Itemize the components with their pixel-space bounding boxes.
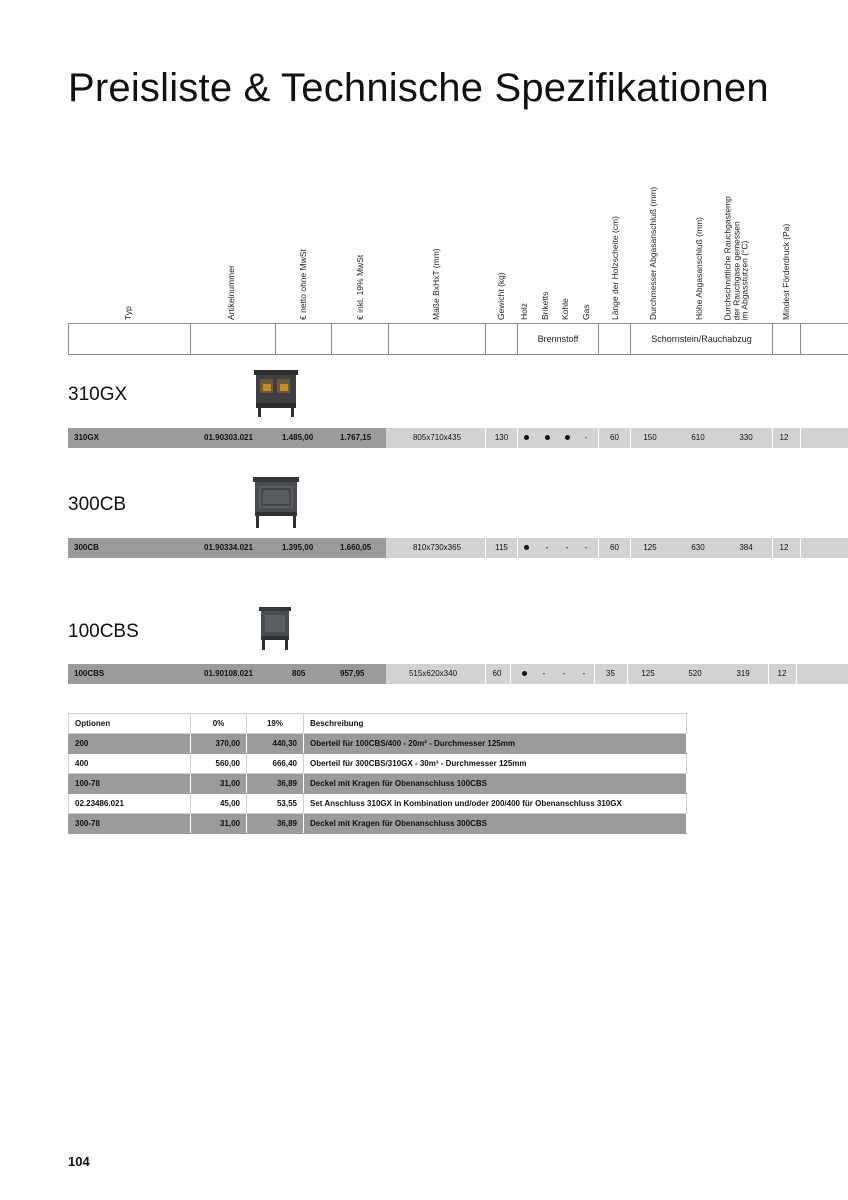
col-hoehe: Höhe Abgasanschluß (mm) <box>694 217 704 320</box>
header-box-laenge <box>598 323 631 355</box>
col-inkl: € inkl. 19% MwSt <box>355 254 365 320</box>
option-description: Deckel mit Kragen für Obenanschluss 300CBS <box>304 814 687 834</box>
option-price-net: 31,00 <box>191 814 247 834</box>
cell-gewicht: 60 <box>492 669 502 678</box>
header-box-gewicht <box>485 323 518 355</box>
option-code: 300-78 <box>69 814 191 834</box>
option-code: 400 <box>69 754 191 774</box>
option-price-net: 560,00 <box>191 754 247 774</box>
cell-inkl: 1.767,15 <box>340 433 372 442</box>
header-box-druck <box>772 323 801 355</box>
model-heading-100cbs: 100CBS <box>68 621 139 642</box>
col-kohle: Kohle <box>560 298 570 320</box>
option-price-net: 370,00 <box>191 734 247 754</box>
product-row-300cb <box>68 538 848 558</box>
cell-temp: 319 <box>736 669 750 678</box>
cell-netto: 1.485,00 <box>282 433 314 442</box>
page-title: Preisliste & Technische Spezifikationen <box>68 66 769 110</box>
cell-kohle: - <box>565 543 569 552</box>
cell-briketts: - <box>542 669 546 678</box>
header-box-schornstein <box>630 323 773 355</box>
option-code: 02.23486.021 <box>69 794 191 814</box>
option-code: 100-78 <box>69 774 191 794</box>
option-price-net: 31,00 <box>191 774 247 794</box>
cell-holz <box>518 428 534 448</box>
option-description: Oberteil für 300CBS/310GX - 30m³ - Durchmesser 125mm <box>304 754 687 774</box>
cell-artikel: 01.90334.021 <box>204 543 253 552</box>
options-row <box>69 734 687 754</box>
product-row-310gx <box>68 428 848 448</box>
cell-typ: 300CB <box>74 543 99 552</box>
options-row <box>69 814 687 834</box>
option-price-gross: 36,89 <box>247 774 304 794</box>
cell-netto: 1.395,00 <box>282 543 314 552</box>
cell-masse: 805x710x435 <box>412 433 462 442</box>
cell-kohle: - <box>562 669 566 678</box>
cell-briketts <box>539 428 555 448</box>
cell-temp: 330 <box>739 433 753 442</box>
cell-inkl: 957,95 <box>340 669 365 678</box>
cell-hoehe: 630 <box>691 543 705 552</box>
group-schornstein-label: Schornstein/Rauchabzug <box>651 334 752 344</box>
header-box-inkl <box>331 323 389 355</box>
option-description: Set Anschluss 310GX in Kombination und/oder 200/400 für Obenanschluss 310GX <box>304 794 687 814</box>
options-table <box>68 713 687 834</box>
options-header-row <box>69 714 687 734</box>
cell-holz <box>518 538 534 558</box>
fuel-dot-icon <box>545 435 550 440</box>
fuel-dot-icon <box>522 671 527 676</box>
cell-durchmesser: 150 <box>643 433 657 442</box>
col-durchmesser: Durchmesser Abgasanschluß (mm) <box>648 186 658 320</box>
option-description: Deckel mit Kragen für Obenanschluss 100CBS <box>304 774 687 794</box>
cell-gas: - <box>584 433 588 442</box>
product-row-100cbs <box>68 664 848 684</box>
cell-gewicht: 130 <box>494 433 509 442</box>
cell-gas: - <box>584 543 588 552</box>
option-price-gross: 440,30 <box>247 734 304 754</box>
col-rauchgastemp: Durchschnittliche Rauchgastemp der Rauchgase gemessen im Abgasstutzen (°C) <box>722 195 750 320</box>
cell-durchmesser: 125 <box>643 543 657 552</box>
col-artikelnummer: Artikelnummer <box>226 265 236 320</box>
cell-laenge: 60 <box>610 543 619 552</box>
option-code: 200 <box>69 734 191 754</box>
option-price-net: 45,00 <box>191 794 247 814</box>
header-box-brennstoff <box>517 323 599 355</box>
col-briketts: Briketts <box>540 291 550 320</box>
cell-artikel: 01.90303.021 <box>204 433 253 442</box>
fuel-dot-icon <box>565 435 570 440</box>
cell-druck: 12 <box>779 433 789 442</box>
options-header-optionen: Optionen <box>69 714 191 734</box>
stove-300cb-image <box>250 476 302 530</box>
header-box-artikel <box>190 323 276 355</box>
header-box-typ <box>68 323 191 355</box>
option-price-gross: 36,89 <box>247 814 304 834</box>
cell-netto: 805 <box>292 669 306 678</box>
col-foerderdruck: Mindest Förderdruck (Pa) <box>781 223 791 320</box>
group-brennstoff-label: Brennstoff <box>537 334 579 344</box>
cell-gewicht: 115 <box>495 543 508 552</box>
cell-laenge: 60 <box>610 433 619 442</box>
cell-gas: - <box>582 669 586 678</box>
cell-artikel: 01.90108.021 <box>204 669 253 678</box>
model-heading-310gx: 310GX <box>68 384 128 405</box>
cell-masse: 810x730x365 <box>412 543 462 552</box>
option-price-gross: 666,40 <box>247 754 304 774</box>
cell-holz <box>516 664 532 684</box>
col-typ: Typ <box>123 306 133 320</box>
col-holz: Holz <box>519 302 529 320</box>
options-header-19: 19% <box>247 714 304 734</box>
model-heading-300cb: 300CB <box>68 494 127 515</box>
header-box-extra <box>800 323 848 355</box>
col-gewicht: Gewicht (kg) <box>496 272 506 320</box>
fuel-dot-icon <box>524 545 529 550</box>
cell-briketts: - <box>545 543 549 552</box>
page-number: 104 <box>68 1154 90 1169</box>
options-row <box>69 774 687 794</box>
option-price-gross: 53,55 <box>247 794 304 814</box>
options-row <box>69 754 687 774</box>
cell-hoehe: 610 <box>691 433 705 442</box>
cell-druck: 12 <box>777 669 787 678</box>
cell-temp: 384 <box>739 543 753 552</box>
col-netto: € netto ohne MwSt <box>298 249 308 320</box>
col-masse: Maße BxHxT (mm) <box>431 248 441 320</box>
header-box-masse <box>388 323 486 355</box>
options-row <box>69 794 687 814</box>
cell-durchmesser: 125 <box>641 669 655 678</box>
stove-100cbs-image <box>257 604 293 652</box>
option-description: Oberteil für 100CBS/400 - 20m² - Durchmesser 125mm <box>304 734 687 754</box>
col-laenge: Länge der Holzscheite (cm) <box>610 216 620 320</box>
cell-typ: 100CBS <box>74 669 105 678</box>
stove-310gx-image <box>250 367 300 419</box>
cell-typ: 310GX <box>74 433 99 442</box>
options-header-beschreibung: Beschreibung <box>304 714 687 734</box>
cell-inkl: 1.660,05 <box>340 543 372 552</box>
cell-druck: 12 <box>779 543 789 552</box>
options-header-0: 0% <box>191 714 247 734</box>
cell-kohle <box>559 428 575 448</box>
cell-hoehe: 520 <box>688 669 702 678</box>
cell-masse: 515x620x340 <box>408 669 458 678</box>
cell-laenge: 35 <box>606 669 615 678</box>
fuel-dot-icon <box>524 435 529 440</box>
col-gas: Gas <box>581 304 591 320</box>
header-box-netto <box>275 323 332 355</box>
